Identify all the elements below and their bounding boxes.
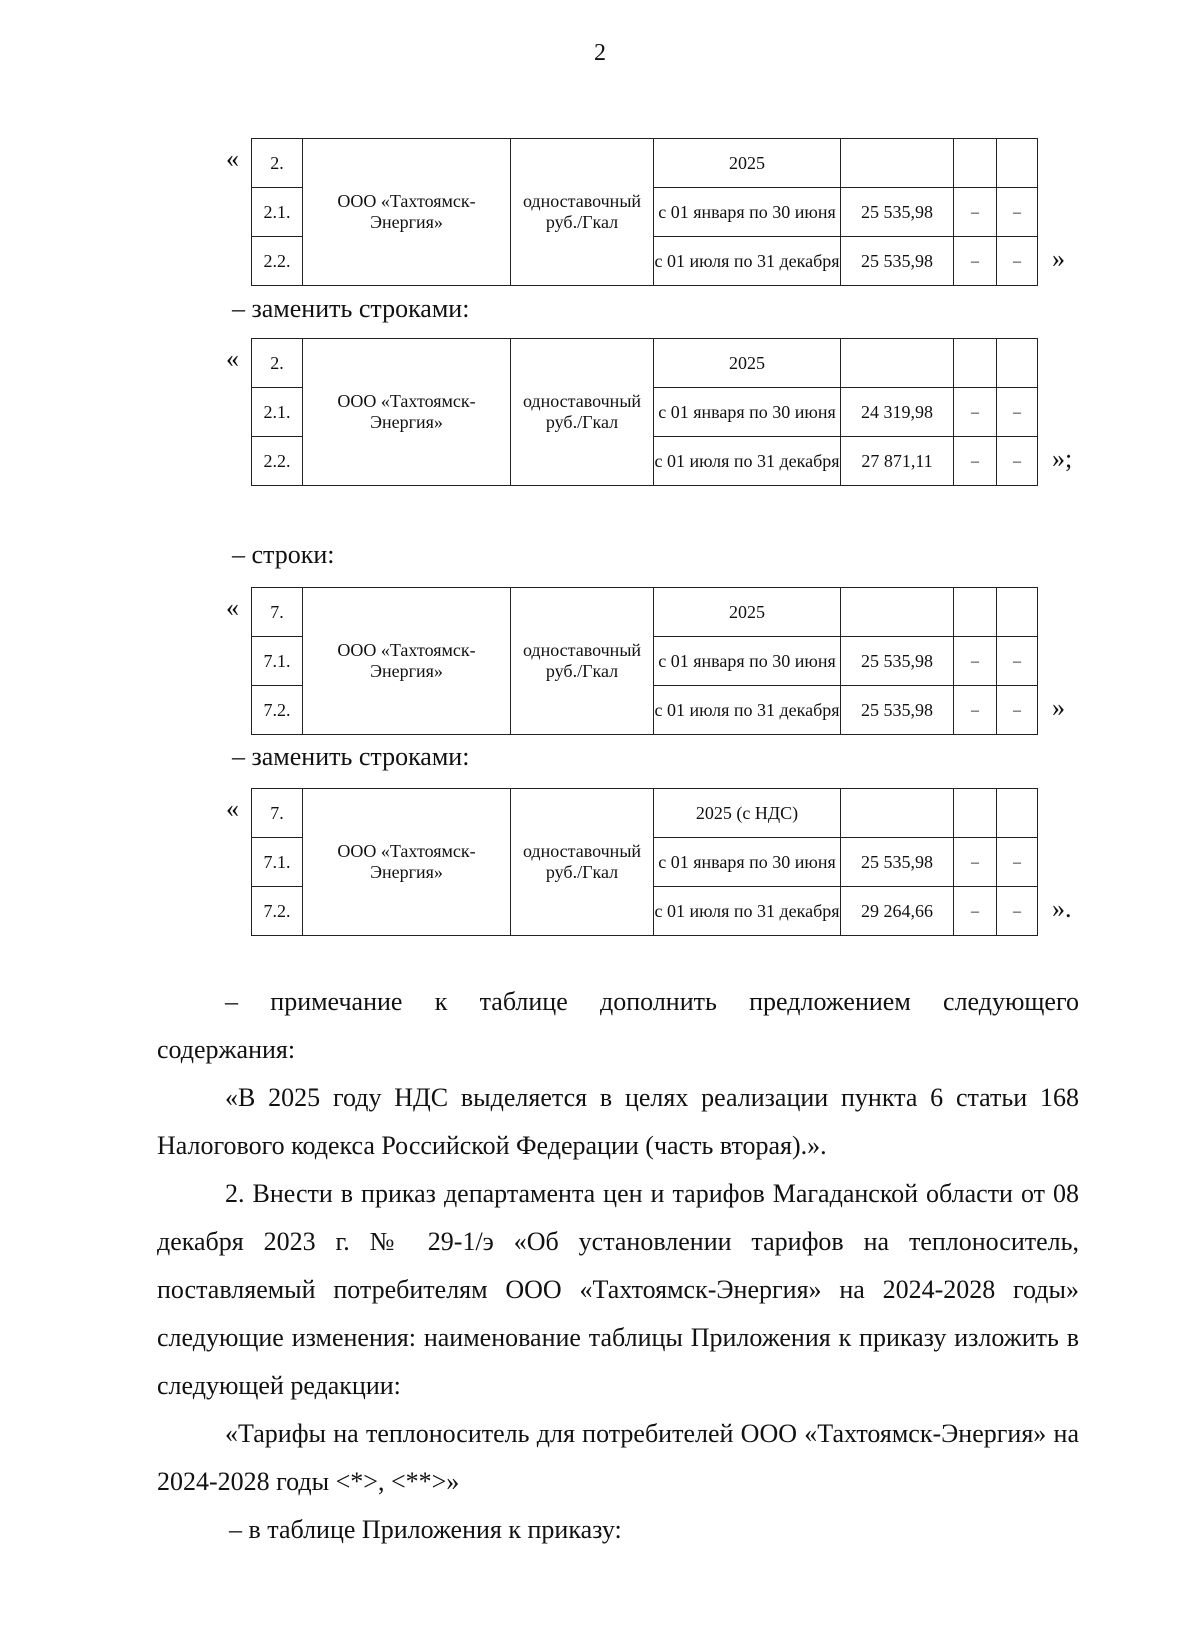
vat-paragraph: «В 2025 году НДС выделяется в целях реализации пункта 6 статьи 168 Налогового кодекса Российской Федерации (часть вторая).». — [157, 1083, 1079, 1160]
organization-cell: ООО «Тахтоямск-Энергия» — [303, 139, 511, 286]
row-number-cell: 7.2. — [252, 887, 303, 936]
rows-label: – строки: — [232, 540, 335, 569]
value-cell — [841, 139, 954, 188]
period-cell: с 01 января по 30 июня — [654, 188, 841, 237]
row-number-cell: 7.1. — [252, 838, 303, 887]
quote-close-mark: » — [1052, 244, 1065, 273]
empty-column-cell: – — [997, 188, 1038, 237]
tariff-table — [251, 587, 1038, 735]
period-cell: 2025 (с НДС) — [654, 789, 841, 838]
value-cell: 25 535,98 — [841, 237, 954, 286]
empty-column-cell: – — [954, 887, 997, 936]
row-number-cell: 2.1. — [252, 188, 303, 237]
empty-column-cell — [997, 339, 1038, 388]
value-cell: 25 535,98 — [841, 838, 954, 887]
tariff-table — [251, 788, 1038, 936]
replace-rows-label-2: – заменить строками: — [232, 742, 470, 771]
period-cell: с 01 июля по 31 декабря — [654, 686, 841, 735]
period-cell: 2025 — [654, 339, 841, 388]
empty-column-cell — [954, 139, 997, 188]
empty-column-cell: – — [954, 637, 997, 686]
table-row — [252, 588, 1038, 637]
value-cell: 24 319,98 — [841, 388, 954, 437]
quote-close-mark: » — [1052, 693, 1065, 722]
row-number-cell: 2. — [252, 139, 303, 188]
organization-cell: ООО «Тахтоямск-Энергия» — [303, 339, 511, 486]
table-title-paragraph: «Тарифы на теплоноситель для потребителей ООО «Тахтоямск-Энергия» на 2024-2028 годы <*>, <**>» — [157, 1419, 1079, 1496]
value-cell: 25 535,98 — [841, 686, 954, 735]
last-line-paragraph: – в таблице Приложения к приказу: — [229, 1515, 622, 1544]
row-number-cell: 2.2. — [252, 237, 303, 286]
period-cell: 2025 — [654, 588, 841, 637]
row-number-cell: 7. — [252, 588, 303, 637]
value-cell — [841, 789, 954, 838]
empty-column-cell: – — [997, 388, 1038, 437]
empty-column-cell: – — [997, 237, 1038, 286]
value-cell — [841, 588, 954, 637]
period-cell: с 01 января по 30 июня — [654, 388, 841, 437]
empty-column-cell: – — [954, 686, 997, 735]
quote-open-mark: « — [226, 144, 239, 173]
row-number-cell: 7.1. — [252, 637, 303, 686]
tariff-type-cell: одноставочный руб./Гкал — [511, 789, 654, 936]
value-cell: 29 264,66 — [841, 887, 954, 936]
quote-open-mark: « — [226, 344, 239, 373]
empty-column-cell: – — [954, 388, 997, 437]
empty-column-cell: – — [954, 188, 997, 237]
note-paragraph-line2: содержания: — [157, 1035, 296, 1064]
organization-cell: ООО «Тахтоямск-Энергия» — [303, 588, 511, 735]
period-cell: с 01 июля по 31 декабря — [654, 887, 841, 936]
note-paragraph-line1: – примечание к таблице дополнить предложением следующего — [225, 987, 1079, 1016]
row-number-cell: 2.1. — [252, 388, 303, 437]
empty-column-cell — [954, 588, 997, 637]
tariff-type-cell: одноставочный руб./Гкал — [511, 339, 654, 486]
table-row — [252, 789, 1038, 838]
period-cell: с 01 января по 30 июня — [654, 838, 841, 887]
tariff-type-cell: одноставочный руб./Гкал — [511, 139, 654, 286]
empty-column-cell — [997, 139, 1038, 188]
value-cell: 25 535,98 — [841, 637, 954, 686]
value-cell — [841, 339, 954, 388]
tariff-table — [251, 138, 1038, 286]
row-number-cell: 2. — [252, 339, 303, 388]
row-number-cell: 2.2. — [252, 437, 303, 486]
empty-column-cell: – — [997, 437, 1038, 486]
value-cell: 25 535,98 — [841, 188, 954, 237]
value-cell: 27 871,11 — [841, 437, 954, 486]
replace-rows-label-1: – заменить строками: — [232, 294, 470, 323]
item-2-paragraph: 2. Внести в приказ департамента цен и тарифов Магаданской области от 08 декабря 2023 г. № 29-1/э «Об установлении тарифов на теплоноситель, поставляемый потребителям ООО «Тахтоямск-Энергия» на 2024-2028 годы» следующие изменения: наименование таблицы Приложения к приказу изложить в следующей редакции: — [157, 1179, 1079, 1400]
empty-column-cell: – — [997, 838, 1038, 887]
empty-column-cell — [997, 588, 1038, 637]
empty-column-cell — [997, 789, 1038, 838]
page-number: 2 — [594, 40, 606, 66]
row-number-cell: 7. — [252, 789, 303, 838]
tariff-table — [251, 338, 1038, 486]
period-cell: с 01 января по 30 июня — [654, 637, 841, 686]
empty-column-cell: – — [997, 637, 1038, 686]
empty-column-cell: – — [997, 686, 1038, 735]
empty-column-cell — [954, 339, 997, 388]
quote-close-mark: ». — [1052, 894, 1072, 923]
empty-column-cell: – — [954, 838, 997, 887]
period-cell: 2025 — [654, 139, 841, 188]
quote-close-mark: »; — [1052, 444, 1073, 473]
table-row — [252, 139, 1038, 188]
period-cell: с 01 июля по 31 декабря — [654, 237, 841, 286]
table-row — [252, 339, 1038, 388]
tariff-type-cell: одноставочный руб./Гкал — [511, 588, 654, 735]
period-cell: с 01 июля по 31 декабря — [654, 437, 841, 486]
quote-open-mark: « — [226, 593, 239, 622]
organization-cell: ООО «Тахтоямск-Энергия» — [303, 789, 511, 936]
row-number-cell: 7.2. — [252, 686, 303, 735]
empty-column-cell: – — [954, 237, 997, 286]
empty-column-cell: – — [954, 437, 997, 486]
empty-column-cell: – — [997, 887, 1038, 936]
quote-open-mark: « — [226, 794, 239, 823]
empty-column-cell — [954, 789, 997, 838]
